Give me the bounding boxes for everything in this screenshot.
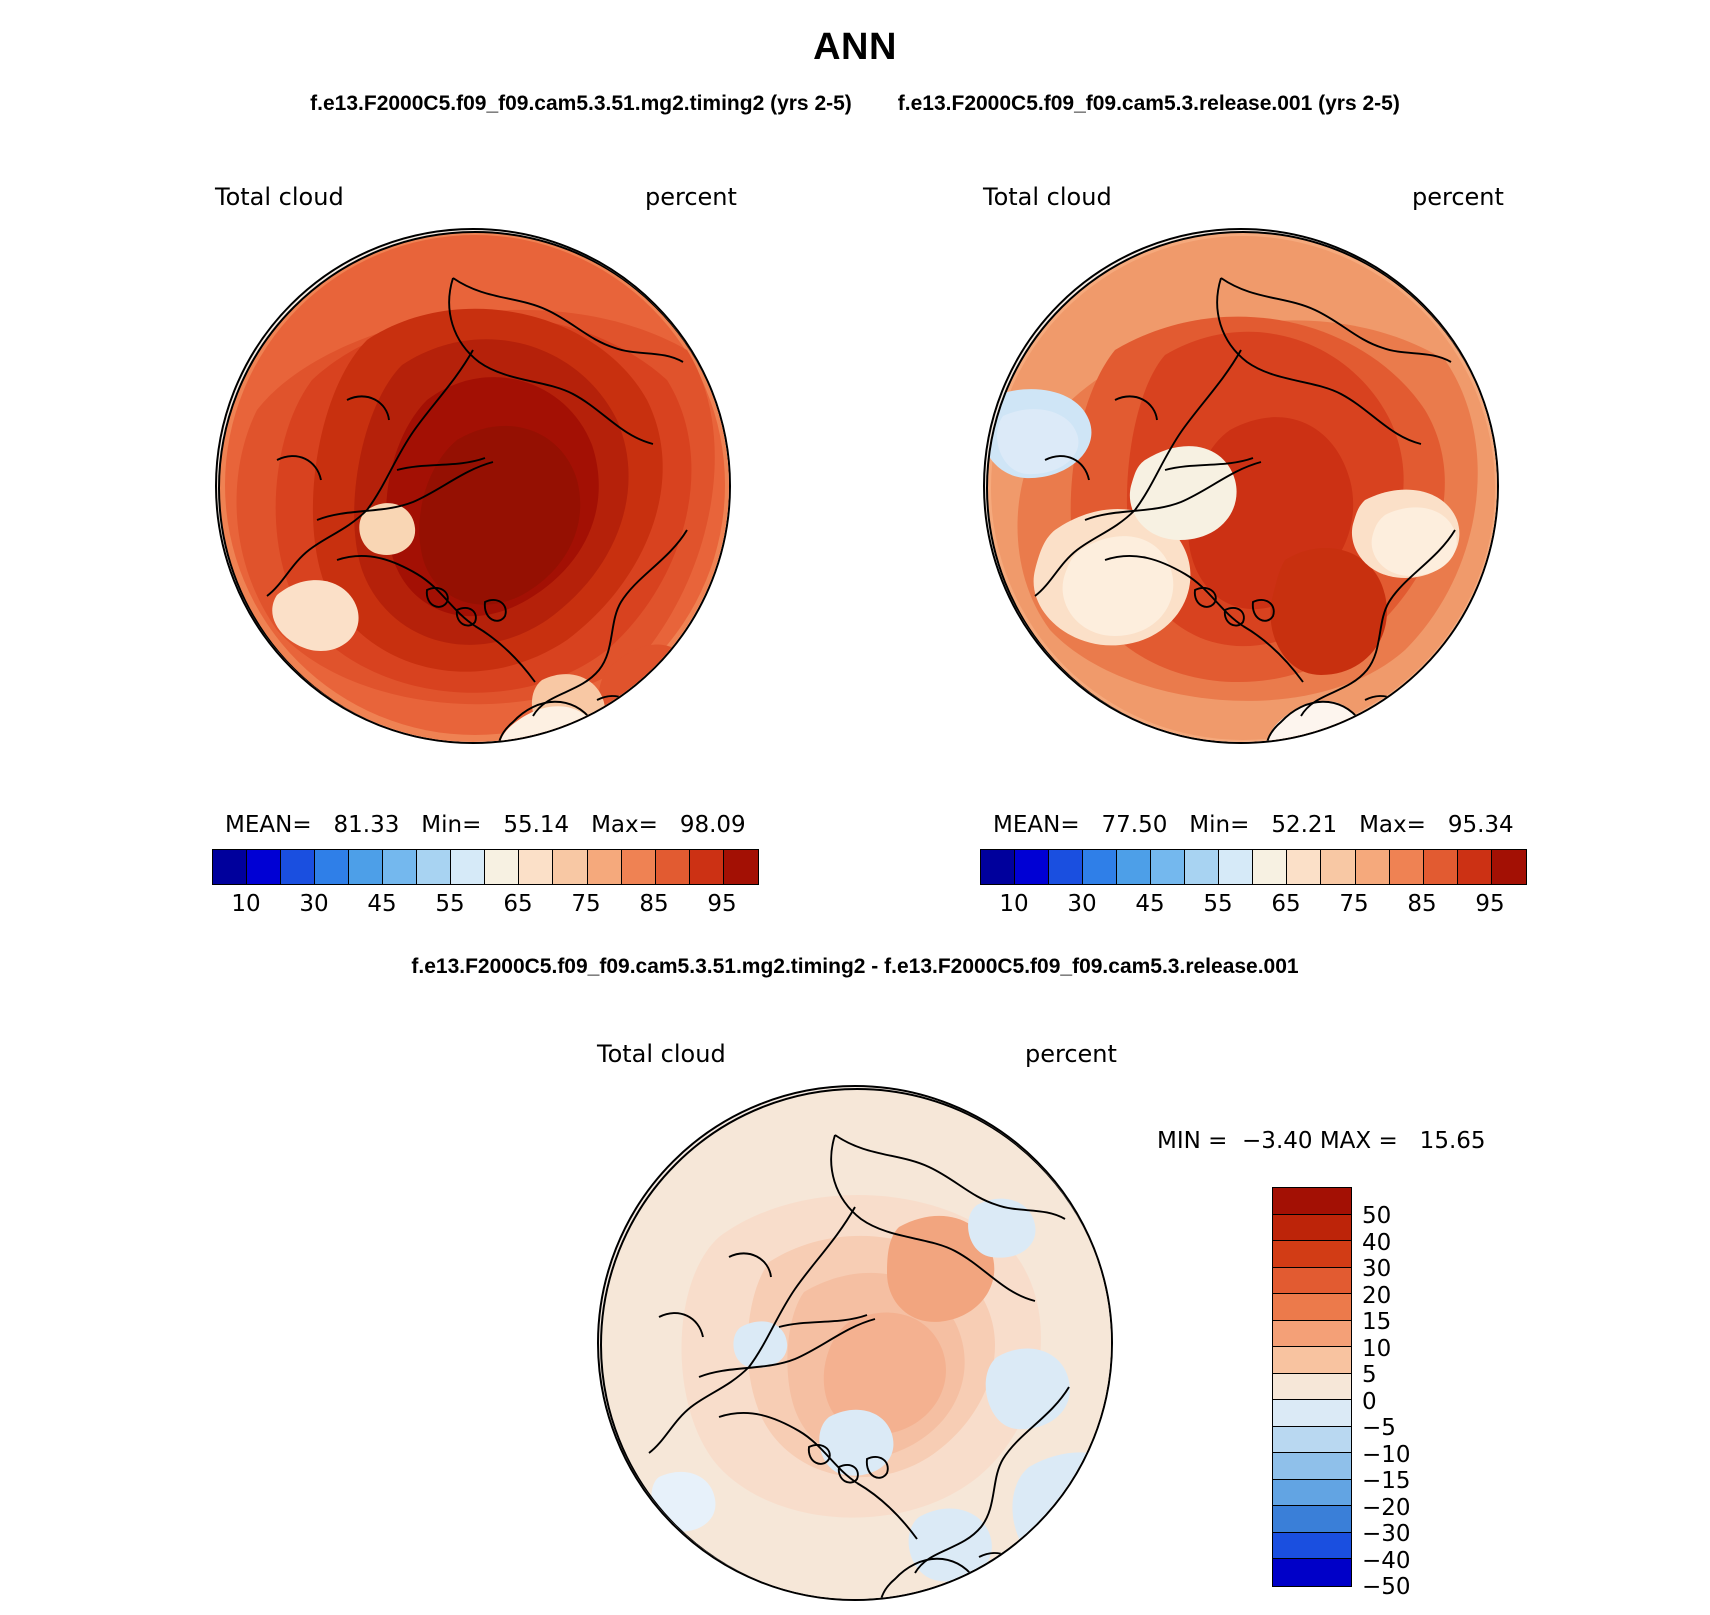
colorbar-left-tick: 95 (707, 891, 737, 917)
colorbar-left-tick: 45 (367, 891, 397, 917)
panel-diff-variable-label: Total cloud (597, 1040, 726, 1068)
colorbar-left-tick: 75 (571, 891, 601, 917)
page-title: ANN (813, 26, 897, 68)
colorbar-difference-cell (1273, 1506, 1351, 1533)
colorbar-right (980, 849, 1527, 885)
colorbar-difference-cell (1273, 1241, 1351, 1268)
colorbar-difference-cell (1273, 1427, 1351, 1454)
colorbar-left-cell (690, 850, 724, 884)
colorbar-difference-tick: 50 (1362, 1203, 1392, 1229)
colorbar-difference-cell (1273, 1374, 1351, 1401)
colorbar-difference-tick: 5 (1362, 1362, 1377, 1388)
colorbar-right-cell (1253, 850, 1287, 884)
colorbar-left-cell (553, 850, 587, 884)
colorbar-right-tick: 95 (1475, 891, 1505, 917)
colorbar-difference-tick: 10 (1362, 1336, 1392, 1362)
case-title-right: f.e13.F2000C5.f09_f09.cam5.3.release.001 (yrs 2-5) (897, 92, 1400, 115)
colorbar-right-tick: 55 (1203, 891, 1233, 917)
colorbar-right-cell (1492, 850, 1526, 884)
panel-left-units-label: percent (645, 183, 737, 211)
polar-map-difference-svg (599, 1087, 1113, 1601)
polar-map-right (983, 228, 1499, 744)
colorbar-difference-cell (1273, 1321, 1351, 1348)
colorbar-difference-cell (1273, 1188, 1351, 1215)
colorbar-difference-cell (1273, 1559, 1351, 1586)
colorbar-left-cell (281, 850, 315, 884)
colorbar-difference-tick: 30 (1362, 1256, 1392, 1282)
colorbar-difference-tick: 0 (1362, 1389, 1377, 1415)
colorbar-left-tick: 30 (299, 891, 329, 917)
case-titles-row (0, 92, 1710, 116)
colorbar-difference-tick: −10 (1362, 1442, 1411, 1468)
case-title-left: f.e13.F2000C5.f09_f09.cam5.3.51.mg2.timing2 (yrs 2-5) (310, 92, 852, 115)
colorbar-right-tick: 75 (1339, 891, 1369, 917)
colorbar-left-cell (622, 850, 656, 884)
colorbar-left-cell (213, 850, 247, 884)
panel-right-stats: MEAN= 77.50 Min= 52.21 Max= 95.34 (993, 812, 1514, 838)
colorbar-difference-cell (1273, 1480, 1351, 1507)
colorbar-left-cell (485, 850, 519, 884)
colorbar-left-cell (247, 850, 281, 884)
panel-right-units-label: percent (1412, 183, 1504, 211)
panel-right-variable-label: Total cloud (983, 183, 1112, 211)
colorbar-right-tick: 85 (1407, 891, 1437, 917)
colorbar-right-tick: 30 (1067, 891, 1097, 917)
colorbar-right-cell (1390, 850, 1424, 884)
polar-map-left (215, 228, 731, 744)
colorbar-left-tick: 10 (231, 891, 261, 917)
colorbar-right-tick: 45 (1135, 891, 1165, 917)
colorbar-left-cell (588, 850, 622, 884)
colorbar-left-cell (519, 850, 553, 884)
colorbar-left-cell (724, 850, 758, 884)
colorbar-difference-tick: −5 (1362, 1415, 1396, 1441)
colorbar-right-cell (1424, 850, 1458, 884)
colorbar-difference-cell (1273, 1347, 1351, 1374)
polar-map-difference (597, 1085, 1113, 1601)
colorbar-right-tick: 65 (1271, 891, 1301, 917)
colorbar-left-cell (417, 850, 451, 884)
colorbar-right-cell (1117, 850, 1151, 884)
colorbar-left-tick: 65 (503, 891, 533, 917)
panel-diff-units-label: percent (1025, 1040, 1117, 1068)
panel-left-stats: MEAN= 81.33 Min= 55.14 Max= 98.09 (225, 812, 746, 838)
colorbar-left-cell (451, 850, 485, 884)
colorbar-difference-tick: −50 (1362, 1574, 1411, 1600)
polar-map-left-svg (217, 230, 731, 744)
colorbar-left (212, 849, 759, 885)
colorbar-left-cell (349, 850, 383, 884)
colorbar-right-cell (1219, 850, 1253, 884)
panel-left-variable-label: Total cloud (215, 183, 344, 211)
colorbar-difference-tick: 20 (1362, 1283, 1392, 1309)
colorbar-left-cell (315, 850, 349, 884)
colorbar-difference-cell (1273, 1294, 1351, 1321)
polar-map-right-svg (985, 230, 1499, 744)
colorbar-right-cell (1185, 850, 1219, 884)
colorbar-difference-tick: −20 (1362, 1495, 1411, 1521)
colorbar-left-tick: 85 (639, 891, 669, 917)
colorbar-right-tick: 10 (999, 891, 1029, 917)
colorbar-right-cell (1015, 850, 1049, 884)
colorbar-difference-tick: 40 (1362, 1230, 1392, 1256)
colorbar-right-cell (1151, 850, 1185, 884)
colorbar-left-labels (212, 891, 757, 919)
colorbar-right-cell (981, 850, 1015, 884)
colorbar-difference-tick: −40 (1362, 1548, 1411, 1574)
colorbar-difference-cell (1273, 1533, 1351, 1560)
colorbar-right-cell (1083, 850, 1117, 884)
colorbar-right-cell (1356, 850, 1390, 884)
colorbar-left-cell (383, 850, 417, 884)
colorbar-left-cell (656, 850, 690, 884)
colorbar-difference-cell (1273, 1453, 1351, 1480)
colorbar-difference-cell (1273, 1215, 1351, 1242)
colorbar-difference-tick: −15 (1362, 1468, 1411, 1494)
colorbar-difference-cell (1273, 1268, 1351, 1295)
panel-diff-minmax: MIN = −3.40 MAX = 15.65 (1157, 1128, 1486, 1154)
colorbar-difference-cell (1273, 1400, 1351, 1427)
colorbar-right-cell (1287, 850, 1321, 884)
colorbar-left-tick: 55 (435, 891, 465, 917)
colorbar-difference-tick: 15 (1362, 1309, 1392, 1335)
colorbar-difference-tick: −30 (1362, 1521, 1411, 1547)
colorbar-right-cell (1321, 850, 1355, 884)
colorbar-right-labels (980, 891, 1525, 919)
colorbar-right-cell (1458, 850, 1492, 884)
colorbar-difference (1272, 1187, 1352, 1587)
colorbar-right-cell (1049, 850, 1083, 884)
difference-title: f.e13.F2000C5.f09_f09.cam5.3.51.mg2.timing2 - f.e13.F2000C5.f09_f09.cam5.3.release.001 (411, 955, 1299, 978)
